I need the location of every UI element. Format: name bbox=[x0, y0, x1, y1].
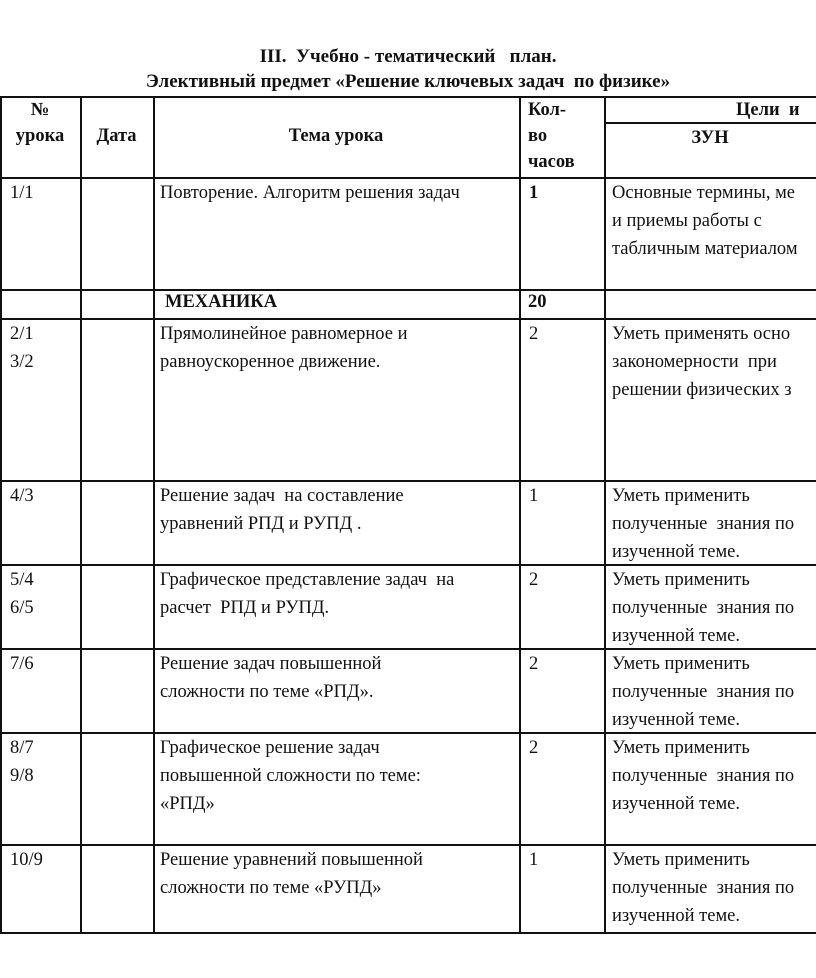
lesson-goals: полученные знания по bbox=[612, 514, 795, 534]
lesson-goals: изученной теме. bbox=[612, 794, 741, 814]
lesson-number: 9/8 bbox=[10, 766, 34, 786]
lesson-goals: Уметь применить bbox=[612, 654, 750, 674]
row-divider bbox=[0, 932, 816, 934]
lesson-topic: сложности по теме «РУПД» bbox=[160, 878, 382, 898]
column-divider bbox=[519, 96, 521, 934]
page-subtitle: Элективный предмет «Решение ключевых задач по физике» bbox=[145, 71, 671, 92]
lesson-topic: Графическое решение задач bbox=[160, 738, 380, 758]
lesson-goals: Уметь применять осно bbox=[612, 324, 791, 344]
lesson-hours: 2 bbox=[529, 654, 539, 674]
lesson-topic: Решение задач повышенной bbox=[160, 654, 382, 674]
row-divider bbox=[0, 96, 816, 98]
lesson-number: 4/3 bbox=[10, 486, 34, 506]
lesson-goals: табличным материалом bbox=[612, 239, 798, 259]
lesson-number: 1/1 bbox=[10, 183, 34, 203]
lesson-hours: 2 bbox=[529, 738, 539, 758]
header-topic: Тема урока bbox=[288, 126, 384, 146]
lesson-topic: расчет РПД и РУПД. bbox=[160, 598, 330, 618]
lesson-number: 2/1 bbox=[10, 324, 34, 344]
lesson-number: 8/7 bbox=[10, 738, 34, 758]
lesson-topic: Графическое представление задач на bbox=[160, 570, 455, 590]
lesson-topic: уравнений РПД и РУПД . bbox=[160, 514, 362, 534]
lesson-hours: 2 bbox=[529, 570, 539, 590]
lesson-goals: Уметь применить bbox=[612, 738, 750, 758]
lesson-topic: равноускоренное движение. bbox=[160, 352, 381, 372]
lesson-hours: 2 bbox=[529, 324, 539, 344]
lesson-goals: Уметь применить bbox=[612, 850, 750, 870]
lesson-goals: изученной теме. bbox=[612, 542, 741, 562]
header-hours: часов bbox=[528, 152, 575, 172]
page-title: III. Учебно - тематический план. bbox=[259, 46, 557, 67]
lesson-topic: сложности по теме «РПД». bbox=[160, 682, 374, 702]
lesson-number: 6/5 bbox=[10, 598, 34, 618]
lesson-number: 5/4 bbox=[10, 570, 34, 590]
lesson-topic: Повторение. Алгоритм решения задач bbox=[160, 183, 460, 203]
lesson-goals: изученной теме. bbox=[612, 626, 741, 646]
lesson-topic: Прямолинейное равномерное и bbox=[160, 324, 408, 344]
lesson-topic: повышенной сложности по теме: bbox=[160, 766, 421, 786]
lesson-goals: полученные знания по bbox=[612, 766, 795, 786]
lesson-topic: Решение уравнений повышенной bbox=[160, 850, 423, 870]
column-divider bbox=[153, 96, 155, 934]
lesson-number: 10/9 bbox=[10, 850, 43, 870]
lesson-goals: закономерности при bbox=[612, 352, 777, 372]
lesson-goals: изученной теме. bbox=[612, 710, 741, 730]
header-hours: Кол- bbox=[528, 100, 567, 120]
header-number: № bbox=[30, 100, 50, 120]
lesson-goals: Основные термины, ме bbox=[612, 183, 795, 203]
lesson-hours: 1 bbox=[529, 486, 539, 506]
column-divider bbox=[604, 96, 606, 934]
lesson-topic: «РПД» bbox=[160, 794, 215, 814]
lesson-goals: полученные знания по bbox=[612, 878, 795, 898]
lesson-goals: полученные знания по bbox=[612, 682, 795, 702]
column-divider bbox=[80, 96, 82, 934]
column-divider bbox=[0, 96, 2, 934]
lesson-goals: решении физических з bbox=[612, 380, 792, 400]
lesson-topic: Решение задач на составление bbox=[160, 486, 404, 506]
lesson-number: 3/2 bbox=[10, 352, 34, 372]
lesson-goals: изученной теме. bbox=[612, 906, 741, 926]
header-zun: ЗУН bbox=[691, 128, 729, 148]
lesson-hours: 1 bbox=[529, 850, 539, 870]
lesson-goals: Уметь применить bbox=[612, 570, 750, 590]
lesson-hours: 1 bbox=[529, 183, 539, 203]
row-divider bbox=[0, 289, 816, 291]
section-title: МЕХАНИКА bbox=[165, 292, 278, 312]
header-goals: Цели и bbox=[736, 100, 800, 120]
header-date: Дата bbox=[96, 126, 137, 146]
header-number-label: урока bbox=[15, 126, 65, 146]
lesson-goals: и приемы работы с bbox=[612, 211, 762, 231]
header-hours: во bbox=[528, 126, 548, 146]
lesson-number: 7/6 bbox=[10, 654, 34, 674]
lesson-goals: полученные знания по bbox=[612, 598, 795, 618]
section-hours: 20 bbox=[528, 292, 547, 312]
lesson-goals: Уметь применить bbox=[612, 486, 750, 506]
